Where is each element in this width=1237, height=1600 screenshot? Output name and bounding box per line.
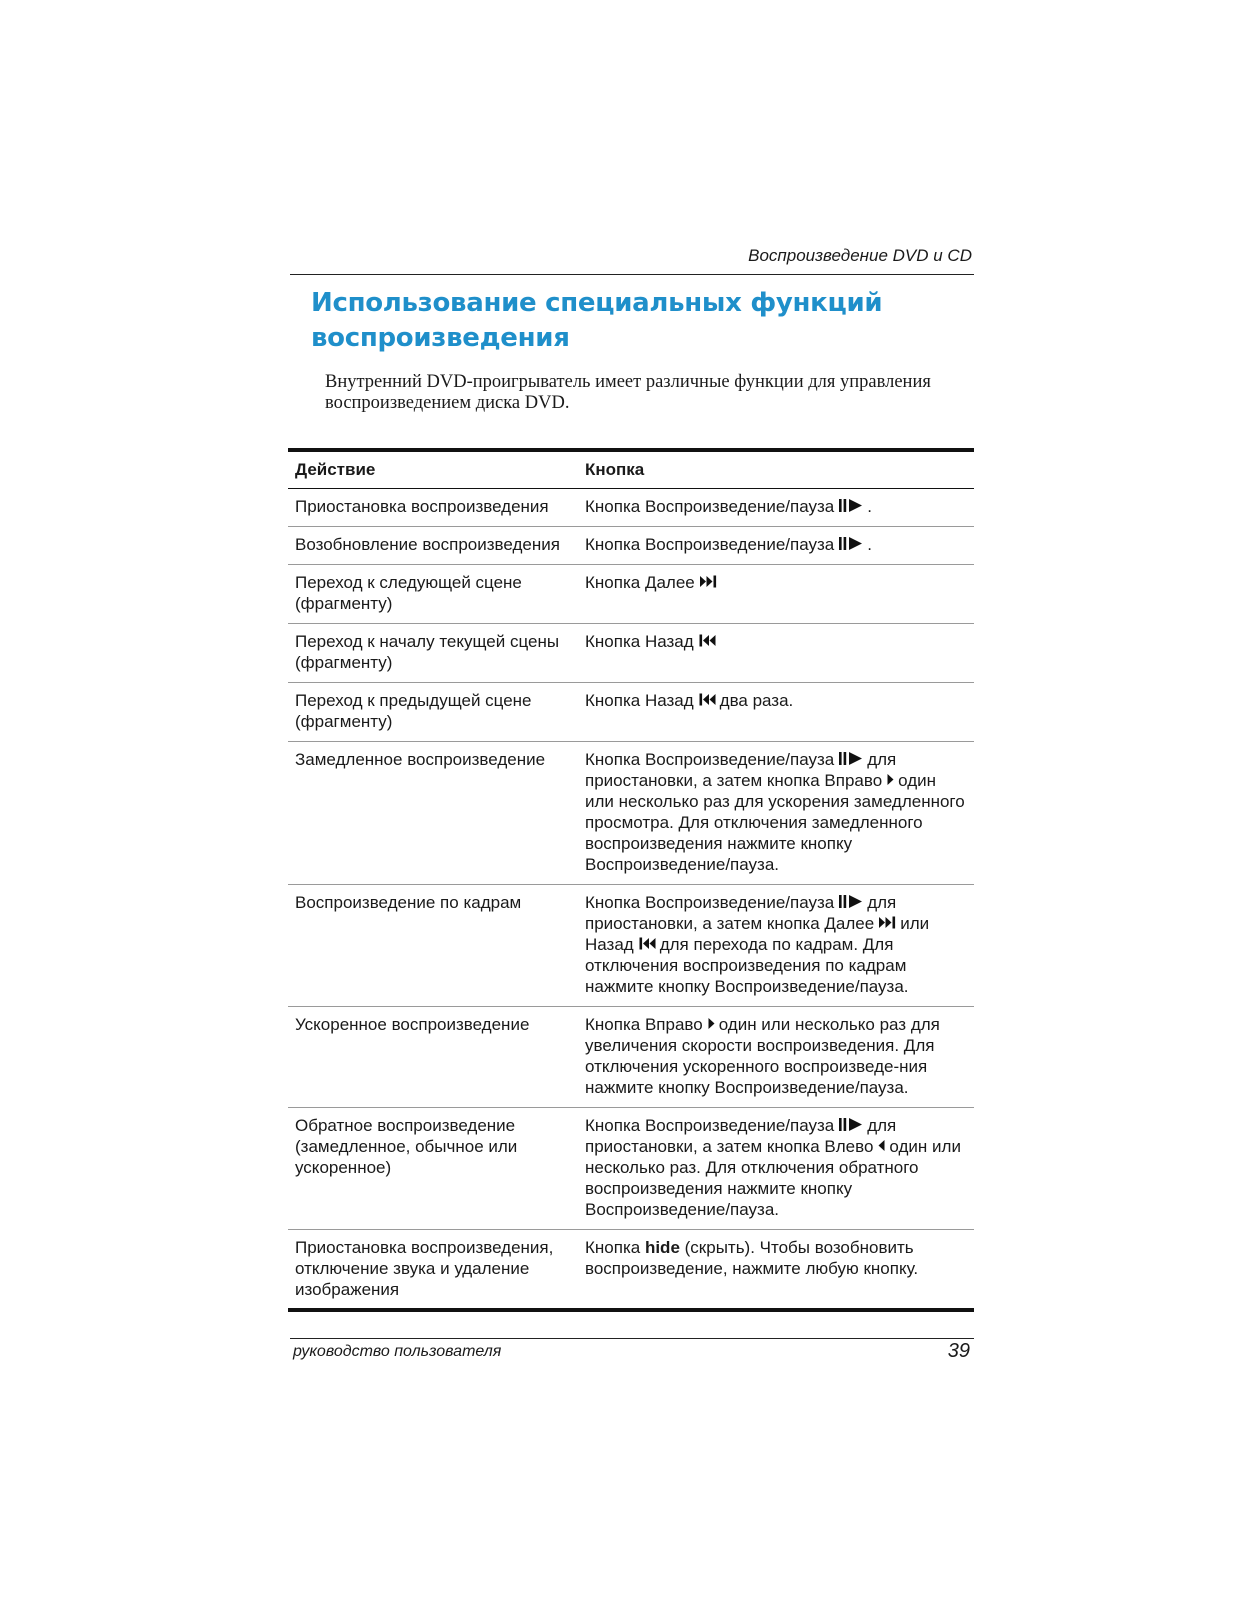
table-row xyxy=(288,489,974,527)
button-cell xyxy=(585,1115,974,1220)
action-cell: Приостановка воспроизведения xyxy=(295,497,549,516)
action-cell: Переход к предыдущей сцене (фрагменту) xyxy=(295,691,532,731)
button-text: Кнопка Назад xyxy=(585,632,694,651)
play-pause-icon xyxy=(838,894,864,909)
button-cell xyxy=(585,892,974,997)
previous-track-icon xyxy=(638,936,657,951)
button-text: один или несколько раз для ускорения замедленного просмотра. Для отключения замедленного воспроизведения нажмите кнопку Воспроизведение/пауза. xyxy=(585,771,965,874)
next-track-icon xyxy=(878,915,897,930)
table-row xyxy=(288,1007,974,1108)
button-text: Кнопка Воспроизведение/пауза xyxy=(585,750,835,769)
button-cell xyxy=(585,631,974,673)
footer-title: руководство пользователя xyxy=(293,1343,502,1360)
action-cell: Переход к началу текущей сцены (фрагменту) xyxy=(295,632,560,672)
table-row xyxy=(288,527,974,565)
next-track-icon xyxy=(699,574,718,589)
button-text: Кнопка Воспроизведение/пауза xyxy=(585,535,835,554)
table-row xyxy=(288,885,974,1007)
running-header: Воспроизведение DVD и CD xyxy=(748,246,972,265)
action-cell: Переход к следующей сцене (фрагменту) xyxy=(295,573,522,613)
button-text: для приостановки, а затем кнопка Вправо xyxy=(585,750,897,790)
button-cell xyxy=(585,496,974,517)
page-number: 39 xyxy=(947,1340,970,1362)
button-text: Кнопка Воспроизведение/пауза xyxy=(585,497,835,516)
table-bottom-rule xyxy=(288,1308,974,1312)
previous-track-icon xyxy=(698,633,717,648)
button-text: Кнопка Вправо xyxy=(585,1015,703,1034)
button-text: для приостановки, а затем кнопка Далее xyxy=(585,893,897,933)
button-text: Кнопка Воспроизведение/пауза xyxy=(585,893,835,912)
footer-rule xyxy=(290,1338,974,1339)
table-row xyxy=(288,624,974,683)
button-text: для перехода по кадрам. Для отключения воспроизведения по кадрам нажмите кнопку Воспроизведение/пауза. xyxy=(585,935,909,996)
table-row xyxy=(288,565,974,624)
table-row xyxy=(288,1108,974,1230)
play-pause-icon xyxy=(838,536,864,551)
functions-table xyxy=(288,448,974,1312)
button-text: два раза. xyxy=(719,691,794,710)
action-cell: Обратное воспроизведение (замедленное, обычное или ускоренное) xyxy=(295,1116,518,1177)
left-arrow-icon xyxy=(877,1138,886,1153)
table-row xyxy=(288,683,974,742)
button-cell xyxy=(585,534,974,555)
button-cell xyxy=(585,1237,974,1300)
action-cell: Замедленное воспроизведение xyxy=(295,750,546,769)
button-text: для приостановки, а затем кнопка Влево xyxy=(585,1116,897,1156)
button-text: один или несколько раз. Для отключения обратного воспроизведения нажмите кнопку Воспроизведение/пауза. xyxy=(585,1137,961,1219)
button-text: один или несколько раз для увеличения скорости воспроизведения. Для отключения ускоренного воспроизведе-ния нажмите кнопку Воспроизведение/пауза. xyxy=(585,1015,940,1097)
button-cell xyxy=(585,572,974,614)
hide-button-label: hide xyxy=(644,1238,680,1257)
button-cell xyxy=(585,690,974,732)
action-cell: Воспроизведение по кадрам xyxy=(295,893,522,912)
play-pause-icon xyxy=(838,1117,864,1132)
right-arrow-icon xyxy=(886,772,895,787)
section-title: Использование специальных функций воспроизведения xyxy=(311,288,883,353)
play-pause-icon xyxy=(838,751,864,766)
button-cell xyxy=(585,1014,974,1098)
action-cell: Ускоренное воспроизведение xyxy=(295,1015,530,1034)
button-text: (скрыть). Чтобы возобновить воспроизведение, нажмите любую кнопку. xyxy=(585,1238,919,1278)
action-cell: Возобновление воспроизведения xyxy=(295,535,560,554)
button-text: . xyxy=(867,535,872,554)
table-row xyxy=(288,1230,974,1308)
button-text: Кнопка Далее xyxy=(585,573,695,592)
table-header-row xyxy=(288,452,974,489)
right-arrow-icon xyxy=(707,1016,716,1031)
button-text: . xyxy=(867,497,872,516)
button-text: Кнопка Назад xyxy=(585,691,694,710)
button-text: Кнопка Воспроизведение/пауза xyxy=(585,1116,835,1135)
header-button: Кнопка xyxy=(585,460,645,479)
button-text: или Назад xyxy=(585,914,930,954)
intro-paragraph: Внутренний DVD-проигрыватель имеет различные функции для управления воспроизведением диска DVD. xyxy=(325,372,931,413)
button-text: Кнопка xyxy=(585,1238,641,1257)
button-cell xyxy=(585,749,974,875)
table-row xyxy=(288,742,974,885)
header-action: Действие xyxy=(295,460,376,479)
action-cell: Приостановка воспроизведения, отключение звука и удаление изображения xyxy=(295,1238,554,1299)
play-pause-icon xyxy=(838,498,864,513)
previous-track-icon xyxy=(698,692,717,707)
header-rule xyxy=(290,274,974,275)
